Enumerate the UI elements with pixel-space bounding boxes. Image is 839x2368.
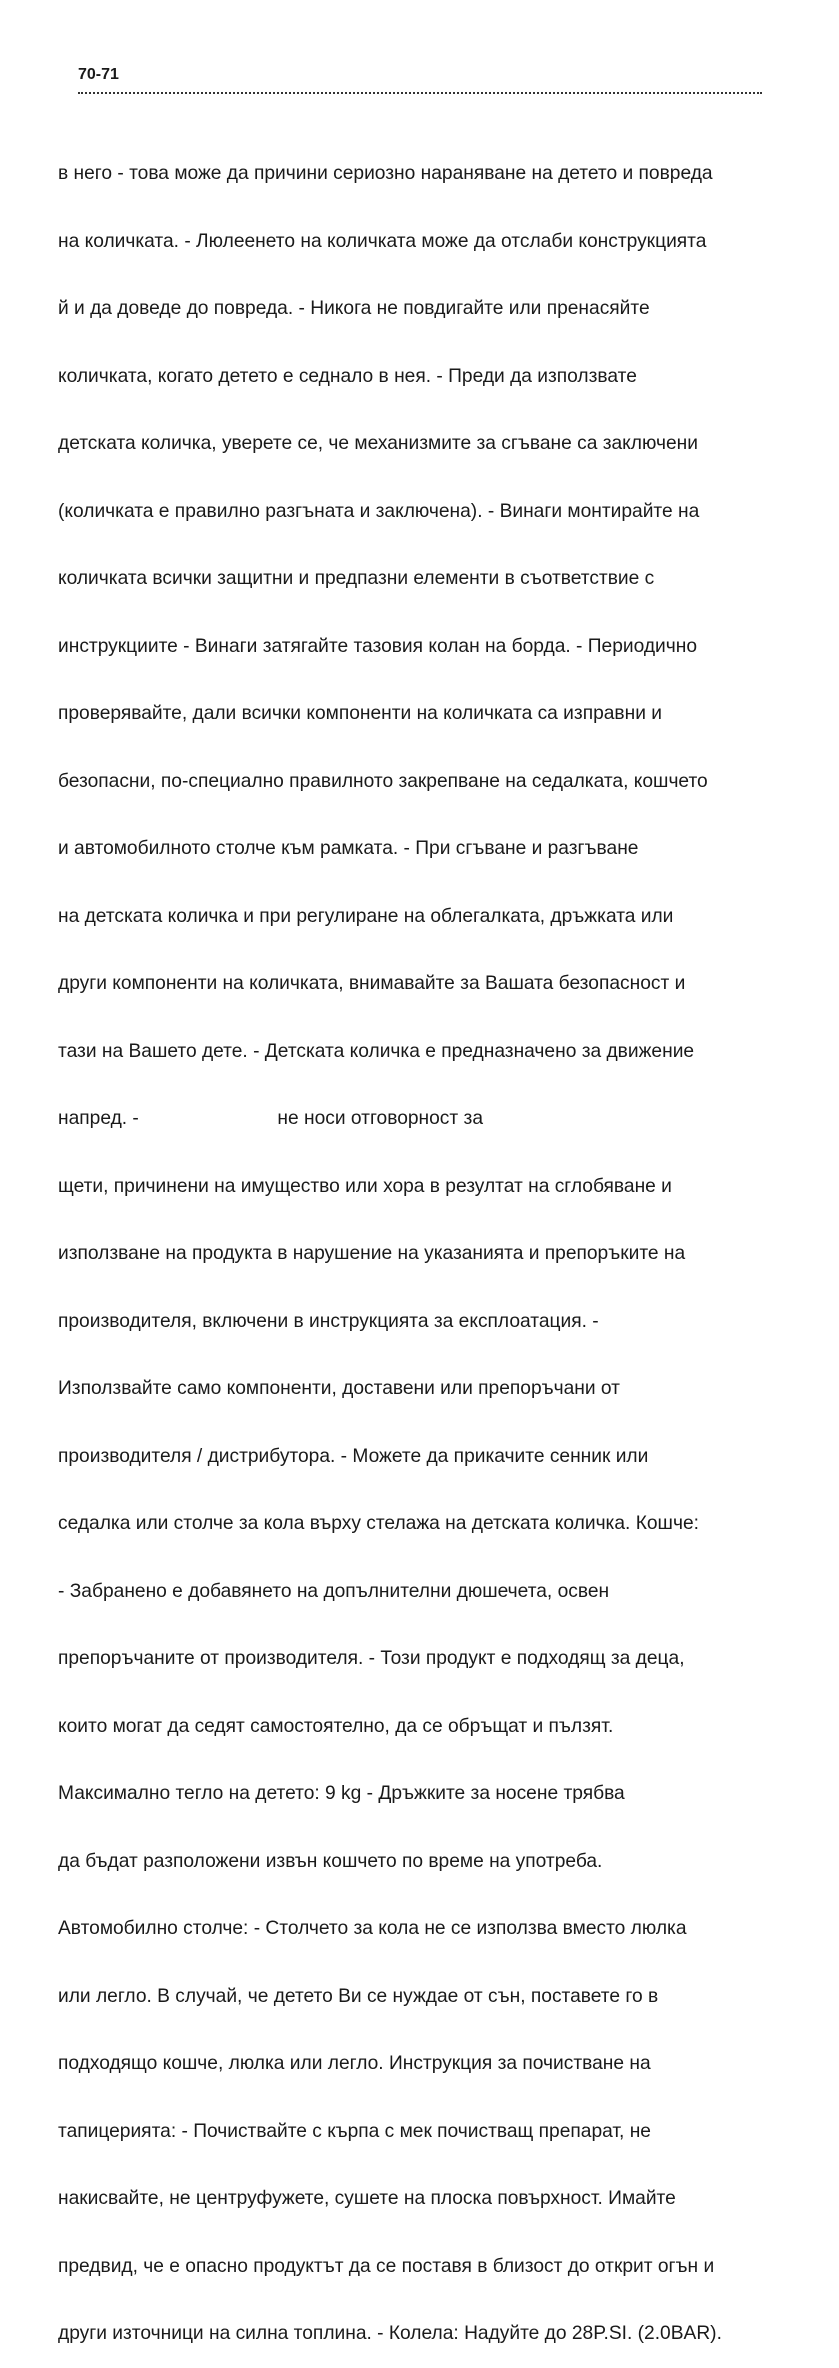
text-line: безопасни, по-специално правилното закрепване на седалката, кошчето (58, 770, 708, 792)
text-line: използване на продукта в нарушение на указанията и препоръките на (58, 1243, 686, 1264)
text-line: други компоненти на количката, внимавайте за Вашата безопасност и (58, 973, 686, 994)
text-line: Максимално тегло на детето: 9 kg - Дръжките за носене трябва (58, 1783, 625, 1804)
text-line: накисвайте, не центруфужете, сушете на плоска повърхност. Имайте (58, 2188, 676, 2209)
instructions-body-text (58, 118, 798, 2368)
text-line: препоръчаните от производителя. - Този продукт е подходящ за деца, (58, 1648, 685, 1669)
text-line: й и да доведе до повреда. - Никога не повдигайте или пренасяйте (58, 298, 650, 319)
text-line: други източници на силна топлина. - Колела: Надуйте до 28P.SI. (2.0BAR). (58, 2323, 722, 2344)
text-line: предвид, че е опасно продуктът да се поставя в близост до открит огън и (58, 2255, 715, 2277)
text-line: Автомобилно столче: - Столчето за кола не се използва вместо люлка (58, 1918, 687, 1939)
text-line: в него - това може да причини сериозно нараняване на детето и повреда (58, 163, 713, 184)
text-line: които могат да седят самостоятелно, да се обръщат и пълзят. (58, 1715, 614, 1737)
text-line: (количката е правилно разгъната и заключена). - Винаги монтирайте на (58, 500, 700, 522)
text-line: на детската количка и при регулиране на облегалката, дръжката или (58, 905, 674, 927)
page-number: 70-71 (78, 66, 119, 83)
text-line: количката, когато детето е седнало в нея. - Преди да използвате (58, 365, 637, 387)
text-line: - Забранено е добавянето на допълнителни дюшечета, освен (58, 1580, 610, 1602)
text-line: проверявайте, дали всички компоненти на количката са изправни и (58, 703, 662, 724)
text-line: да бъдат разположени извън кошчето по време на употреба. (58, 1850, 603, 1872)
text-line: и автомобилното столче към рамката. - При сгъване и разгъване (58, 838, 639, 859)
text-line: производителя / дистрибутора. - Можете да прикачите сенник или (58, 1445, 649, 1467)
text-line: щети, причинени на имущество или хора в резултат на сглобяване и (58, 1175, 672, 1197)
text-line: тази на Вашето дете. - Детската количка е предназначено за движение (58, 1040, 695, 1062)
text-line: на количката. - Люлеенето на количката може да отслаби конструкцията (58, 230, 707, 252)
text-line: Използвайте само компоненти, доставени или препоръчани от (58, 1378, 620, 1399)
text-line: тапицерията: - Почиствайте с кърпа с мек почистващ препарат, не (58, 2120, 651, 2142)
text-line: подходящо кошче, люлка или легло. Инструкция за почистване на (58, 2053, 651, 2074)
text-line: инструкциите - Винаги затягайте тазовия колан на борда. - Периодично (58, 635, 698, 657)
text-line: седалка или столче за кола върху стелажа на детската количка. Кошче: (58, 1513, 699, 1534)
text-line: или легло. В случай, че детето Ви се нуждае от сън, поставете го в (58, 1985, 659, 2007)
text-line: напред. - не носи отговорност за (58, 1108, 483, 1129)
text-line: детската количка, уверете се, че механизмите за сгъване са заключени (58, 433, 698, 454)
dotted-divider (78, 92, 762, 94)
text-line: количката всички защитни и предпазни елементи в съответствие с (58, 568, 655, 589)
text-line: производителя, включени в инструкцията за експлоатация. - (58, 1310, 599, 1332)
